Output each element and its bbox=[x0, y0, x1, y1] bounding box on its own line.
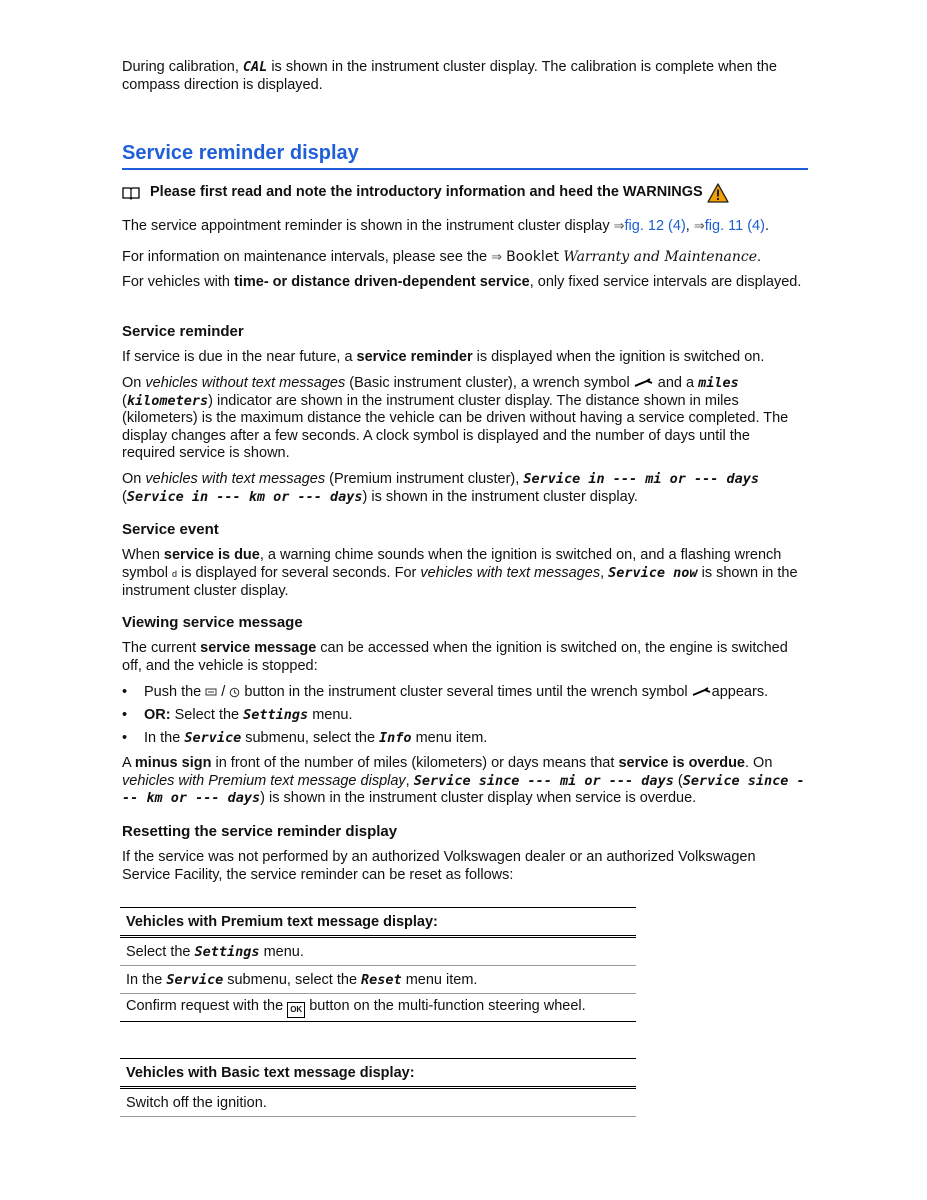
text: menu item. bbox=[411, 730, 488, 746]
list-item bbox=[122, 707, 807, 730]
text: During calibration, bbox=[122, 59, 243, 75]
text: ( bbox=[122, 488, 127, 505]
text: Select the bbox=[126, 943, 195, 960]
table-cell bbox=[120, 994, 636, 1022]
display-text: Reset bbox=[361, 971, 402, 988]
clock-icon bbox=[229, 687, 240, 698]
table-header-cell: Vehicles with Premium text message display: bbox=[120, 908, 636, 937]
maintenance-paragraph bbox=[122, 248, 807, 267]
fixed-intervals-paragraph bbox=[122, 274, 807, 292]
calibration-paragraph bbox=[122, 59, 807, 94]
table-cell bbox=[120, 966, 636, 994]
text: menu item. bbox=[401, 971, 478, 988]
text: In the bbox=[144, 730, 185, 746]
arrow-icon: ⇒ bbox=[613, 218, 625, 233]
text: , bbox=[600, 564, 609, 581]
display-text: Info bbox=[379, 730, 412, 746]
table-row bbox=[120, 937, 636, 966]
overdue-paragraph bbox=[122, 755, 807, 808]
text: . bbox=[757, 249, 762, 265]
list-item bbox=[122, 730, 807, 753]
wrench-symbol: d bbox=[171, 568, 177, 579]
heading-service-reminder: Service reminder bbox=[122, 323, 244, 340]
text: , a warning chime sounds when the ignition is switched on, and a flashing wrench symbol bbox=[122, 547, 782, 581]
text: / bbox=[221, 684, 226, 700]
text: appears. bbox=[711, 684, 769, 700]
table-cell: Switch off the ignition. bbox=[120, 1088, 636, 1117]
basic-steps-table bbox=[120, 1058, 636, 1117]
warning-triangle-icon[interactable] bbox=[707, 183, 729, 203]
table-cell bbox=[120, 937, 636, 966]
text: In the bbox=[126, 971, 167, 988]
intro-note bbox=[122, 183, 807, 203]
table-row bbox=[120, 1088, 636, 1117]
text: ) indicator are shown in the instrument cluster display. The distance shown in miles (kilometers) is the maximum distance the vehicle can be driven without having a service completed. The display changes after a few seconds. A clock symbol is displayed and the number of days until the required service is shown. bbox=[122, 392, 789, 461]
text: (Premium instrument cluster), bbox=[325, 471, 524, 487]
text: in front of the number of miles (kilometers) or days means that bbox=[211, 755, 619, 771]
bold-text: time- or distance driven-dependent service bbox=[234, 274, 530, 290]
bold-text: service is due bbox=[163, 547, 260, 563]
text: ( bbox=[122, 392, 127, 409]
text: can be accessed when the ignition is switched on, the engine is switched off, and the vehicle is stopped: bbox=[122, 640, 788, 674]
premium-cluster-paragraph bbox=[122, 471, 807, 506]
text: submenu, select the bbox=[241, 730, 380, 746]
bold-text: OR: bbox=[144, 707, 171, 723]
italic-text: vehicles with text messages bbox=[420, 564, 601, 581]
text: is shown in the instrument cluster display. bbox=[122, 564, 798, 599]
display-text: Settings bbox=[243, 707, 309, 723]
text: button on the multi-function steering wheel. bbox=[305, 997, 586, 1014]
arrow-icon: ⇒ bbox=[693, 218, 705, 233]
text: On bbox=[122, 375, 146, 391]
text: submenu, select the bbox=[223, 971, 362, 988]
italic-text: vehicles without text messages bbox=[145, 375, 346, 391]
text: The service appointment reminder is shown in the instrument cluster display bbox=[122, 218, 614, 234]
reminder-shown-paragraph bbox=[122, 217, 807, 236]
fig-11-link[interactable]: fig. 11 (4) bbox=[704, 218, 765, 234]
table-row bbox=[120, 994, 636, 1022]
book-icon bbox=[122, 186, 140, 200]
display-text: Service bbox=[184, 730, 242, 746]
italic-text: vehicles with text messages bbox=[145, 471, 326, 487]
text: A bbox=[122, 755, 135, 771]
text: . bbox=[764, 218, 769, 234]
text: , bbox=[405, 772, 414, 789]
list-item bbox=[122, 684, 807, 707]
steps-list bbox=[122, 684, 807, 753]
text: and a bbox=[653, 375, 699, 391]
bold-text: service reminder bbox=[356, 349, 473, 365]
bold-text: minus sign bbox=[134, 755, 212, 771]
text: Push the bbox=[144, 684, 206, 700]
text: ( bbox=[673, 772, 683, 789]
display-text: Service in --- km or --- days bbox=[126, 488, 363, 505]
table-header bbox=[120, 1059, 636, 1088]
heading-service-event: Service event bbox=[122, 521, 219, 538]
display-text: Service bbox=[166, 971, 224, 988]
text: , only fixed service intervals are displayed. bbox=[529, 274, 802, 290]
text: On bbox=[122, 471, 146, 487]
wrench-icon bbox=[692, 687, 712, 697]
service-due-paragraph bbox=[122, 349, 807, 367]
display-text: Service since --- km or --- days bbox=[122, 772, 805, 806]
text: Confirm request with the bbox=[126, 997, 288, 1014]
service-event-paragraph bbox=[122, 547, 807, 601]
display-text: Service in --- mi or --- days bbox=[523, 471, 760, 487]
intro-text: Please first read and note the introductory information and heed the WARNINGS bbox=[150, 184, 703, 201]
text: button in the instrument cluster several times until the wrench symbol bbox=[240, 684, 692, 700]
menu-icon bbox=[205, 687, 217, 697]
premium-steps-table bbox=[120, 907, 636, 1022]
current-message-paragraph bbox=[122, 640, 807, 675]
section-title: Service reminder display bbox=[122, 141, 808, 170]
basic-cluster-paragraph bbox=[122, 375, 807, 463]
text: For information on maintenance intervals, please see the bbox=[122, 249, 492, 265]
text: is displayed for several seconds. For bbox=[176, 564, 421, 581]
text: is displayed when the ignition is switched on. bbox=[472, 349, 765, 365]
arrow-icon: ⇒ bbox=[491, 249, 503, 264]
heading-viewing: Viewing service message bbox=[122, 614, 303, 631]
text: If service is due in the near future, a bbox=[122, 349, 357, 365]
display-text: Service since --- mi or --- days bbox=[413, 772, 674, 789]
text: menu. bbox=[308, 707, 353, 723]
text: is shown in the instrument cluster display. The calibration is complete when the compass direction is displayed. bbox=[122, 59, 777, 93]
table-row bbox=[120, 966, 636, 994]
miles-display-text: miles bbox=[698, 375, 739, 391]
reset-intro-paragraph: If the service was not performed by an authorized Volkswagen dealer or an authorized Volkswagen Service Facility, the service reminder can be reset as follows: bbox=[122, 849, 756, 883]
text: ) is shown in the instrument cluster display. bbox=[362, 488, 638, 505]
ok-button-icon: OK bbox=[287, 1002, 305, 1018]
display-text: Settings bbox=[194, 943, 260, 960]
table-header bbox=[120, 908, 636, 937]
text: (Basic instrument cluster), a wrench symbol bbox=[345, 375, 634, 391]
text: The current bbox=[122, 640, 201, 656]
bold-text: service is overdue bbox=[618, 755, 745, 771]
text: ) is shown in the instrument cluster display when service is overdue. bbox=[260, 790, 697, 806]
text: . On bbox=[745, 755, 773, 771]
heading-resetting: Resetting the service reminder display bbox=[122, 823, 398, 840]
wrench-icon bbox=[634, 378, 654, 388]
booklet-label: Booklet bbox=[506, 249, 564, 265]
text: When bbox=[122, 547, 164, 563]
cal-display-text: CAL bbox=[242, 59, 268, 75]
text: menu. bbox=[259, 943, 304, 960]
text: Select the bbox=[170, 707, 244, 723]
italic-text: vehicles with Premium text message display bbox=[122, 772, 406, 789]
bold-text: service message bbox=[200, 640, 317, 656]
kilometers-display-text: kilometers bbox=[126, 392, 209, 409]
text: , bbox=[685, 218, 694, 234]
booklet-title: Warranty and Maintenance bbox=[563, 249, 758, 265]
fig-12-link[interactable]: fig. 12 (4) bbox=[624, 218, 686, 234]
text: For vehicles with bbox=[122, 274, 235, 290]
table-header-cell: Vehicles with Basic text message display: bbox=[120, 1059, 636, 1088]
display-text: Service now bbox=[608, 564, 698, 581]
